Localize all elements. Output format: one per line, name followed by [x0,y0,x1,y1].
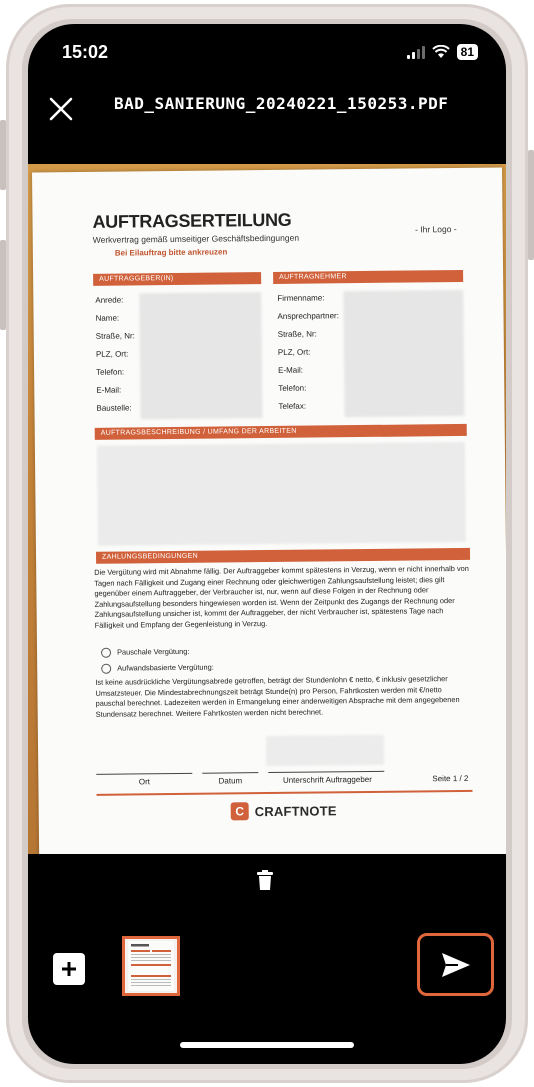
contractor-field: Firmenname: [277,293,325,303]
client-field: E-Mail: [96,385,122,395]
home-indicator[interactable] [180,1042,354,1048]
send-button[interactable] [417,933,494,996]
option-effort [101,660,461,674]
work-description-redacted [97,442,466,546]
client-field: Name: [95,313,120,323]
phone-side-button [528,150,534,260]
trash-icon [254,869,276,891]
radio-effort [101,664,111,674]
client-section-header: AUFTRAGGEBER(IN) [93,272,261,286]
sig-line-signature [268,771,384,773]
wifi-icon [432,45,450,59]
craftnote-logo-text: CRAFTNOTE [254,802,337,819]
document-page [32,168,506,854]
contractor-field: PLZ, Ort: [277,347,311,357]
signal-icon [407,46,425,59]
signature-redacted [266,735,384,766]
payment-terms-text: Die Vergütung wird mit Abnahme fällig. Der Auftraggeber kommt spätestens in Verzug, wenn er nicht innerhalb von Tagen nach Fälligkeit und Zugang einer Rechnung oder gleichwertigen Zahlungsaufstellung leistet; dies gilt gegenüber einem Auftraggeber, der Verbraucher ist, nur, wenn auf diese Folgen in der Rechnung oder Zahlungsaufstellung besonders hingewiesen worden ist. Wenn der Zeitpunkt des Zugangs der Rechnung oder Zahlungsaufstellung unsicher ist, kommt der Auftraggeber, der nicht Verbraucher ist, spätestens Tage nach Fälligkeit und Empfang der Gegenleistung in Verzug. [94,563,469,630]
contractor-field: Telefon: [278,383,307,393]
client-field: Baustelle: [96,403,132,413]
status-time: 15:02 [62,42,109,62]
doc-express-note: Bei Eilauftrag bitte ankreuzen [114,247,228,258]
delete-page-button[interactable] [254,869,276,891]
work-section-header: AUFTRAGSBESCHREIBUNG / UMFANG DER ARBEITEN [95,424,467,440]
contractor-field: Ansprechpartner: [277,311,339,321]
client-field: Straße, Nr: [95,331,135,341]
plus-icon [60,960,78,978]
page-number: Seite 1 / 2 [432,773,469,784]
doc-heading: AUFTRAGSERTEILUNG [92,209,292,232]
phone-side-button [0,240,6,330]
sig-label-date: Datum [218,776,243,786]
sig-label-place: Ort [138,777,150,787]
option-flat [101,644,461,658]
client-fields-redacted [139,292,262,419]
document-title: BAD_SANIERUNG_20240221_150253.PDF [114,94,449,113]
sig-label-signature: Unterschrift Auftraggeber [282,774,372,785]
contractor-field: Straße, Nr: [277,329,317,339]
close-button[interactable] [46,94,76,124]
craftnote-logo-mark: C [231,802,249,820]
contractor-fields-redacted [343,290,464,417]
status-indicators [407,44,478,60]
doc-subheading: Werkvertrag gemäß umseitiger Geschäftsbedingungen [92,232,300,245]
send-icon [440,951,472,979]
add-page-button[interactable] [53,953,85,985]
effort-terms-text: Ist keine ausdrückliche Vergütungsabrede getroffen, beträgt der Stundenlohn € netto, € inklusiv gesetzlicher Umsatzsteuer. Die Mindestabrechnungszeit beträgt Stunde(n) pro Person, Fahrtkosten werden mit €/netto pauschal berechnet. Ladezeiten werden in Ermangelung einer anderweitigen Absprache mit dem angegebenen Stundensatz berechnet. Weitere Fahrtkosten werden nicht berechnet. [95,674,460,719]
craftnote-logo [231,801,337,820]
contractor-field: E-Mail: [278,365,304,375]
phone-side-button [0,120,6,190]
contractor-field: Telefax: [278,401,307,411]
page-thumbnail-image [125,939,177,993]
client-field: Anrede: [95,295,124,305]
footer-divider [97,790,473,795]
sig-line-place [96,773,192,775]
option-flat-label: Pauschale Vergütung: [116,646,190,657]
payment-section-header: ZAHLUNGSBEDINGUNGEN [96,548,470,564]
doc-logo-placeholder: - Ihr Logo - [415,224,457,235]
close-icon [46,94,76,124]
contractor-section-header: AUFTRAGNEHMER [273,270,463,284]
client-field: PLZ, Ort: [95,349,129,359]
sig-line-date [202,772,258,774]
option-effort-label: Aufwandsbasierte Vergütung: [117,662,214,673]
battery-indicator: 81 [457,44,478,60]
page-thumbnail[interactable] [122,936,180,996]
client-field: Telefon: [96,367,125,377]
document-preview [28,164,506,854]
screen [28,24,506,1064]
radio-flat [101,648,111,658]
